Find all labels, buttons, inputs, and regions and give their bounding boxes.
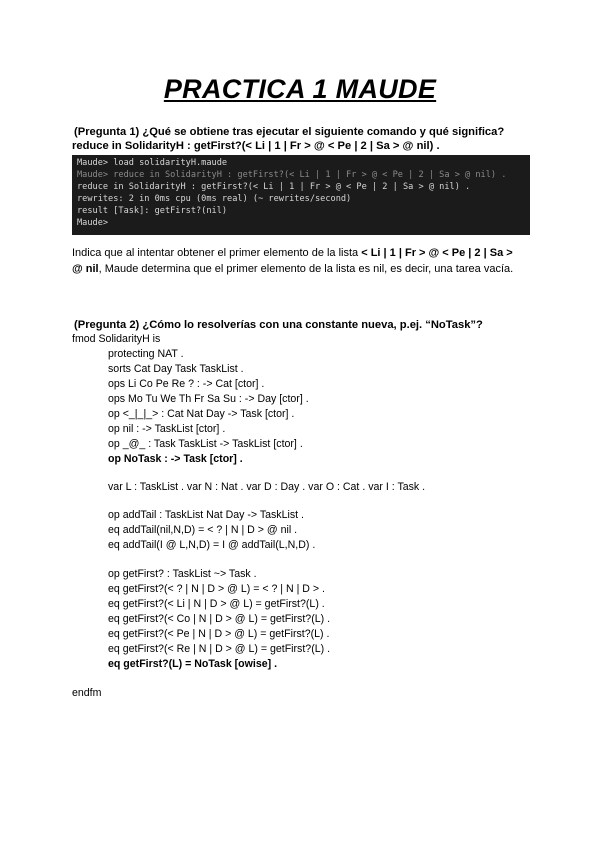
code-line: protecting NAT .: [108, 348, 184, 360]
code-vars: var L : TaskList . var N : Nat . var D : Day . var O : Cat . var I : Task .: [108, 481, 426, 493]
terminal-line: reduce in SolidarityH : getFirst?(< Li | 1 | Fr > @ < Pe | 2 | Sa > @ nil) .: [77, 182, 471, 192]
terminal-line: Maude>: [77, 218, 109, 228]
question-2-heading: (Pregunta 2) ¿Cómo lo resolverías con una constante nueva, p.ej. “NoTask”?: [74, 319, 483, 331]
code-line: op _@_ : Task TaskList -> TaskList [ctor] .: [108, 438, 303, 450]
code-line-notask-op: op NoTask : -> Task [ctor] .: [108, 453, 243, 465]
terminal-line: Maude> reduce in SolidarityH : getFirst?(< Li | 1 | Fr > @ < Pe | 2 | Sa > @ nil) .: [77, 170, 507, 180]
code-line: sorts Cat Day Task TaskList .: [108, 363, 244, 375]
question-1-command: reduce in SolidarityH : getFirst?(< Li | 1 | Fr > @ < Pe | 2 | Sa > @ nil) .: [72, 140, 440, 152]
code-line: ops Mo Tu We Th Fr Sa Su : -> Day [ctor] .: [108, 393, 309, 405]
code-footer: endfm: [72, 687, 102, 699]
code-line: eq getFirst?(< Pe | N | D > @ L) = getFirst?(L) .: [108, 628, 330, 640]
code-line-owise: eq getFirst?(L) = NoTask [owise] .: [108, 658, 278, 670]
code-header: fmod SolidarityH is: [72, 333, 161, 345]
code-line: op <_|_|_> : Cat Nat Day -> Task [ctor] .: [108, 408, 295, 420]
code-line: eq getFirst?(< Re | N | D > @ L) = getFirst?(L) .: [108, 643, 331, 655]
answer-list-bold: < Li | 1 | Fr > @ < Pe | 2 | Sa >: [361, 247, 513, 259]
code-line: eq addTail(I @ L,N,D) = I @ addTail(L,N,D) .: [108, 539, 316, 551]
answer-text: , Maude determina que el primer elemento de la lista es nil, es decir, una tarea vacía.: [98, 263, 514, 275]
terminal-line: result [Task]: getFirst?(nil): [77, 206, 228, 216]
answer-nil-bold: @ nil: [72, 263, 99, 275]
code-line: eq getFirst?(< ? | N | D > @ L) = < ? | N | D > .: [108, 583, 325, 595]
code-line: eq getFirst?(< Li | N | D > @ L) = getFirst?(L) .: [108, 598, 325, 610]
answer-1-paragraph: [72, 245, 537, 277]
code-line: op addTail : TaskList Nat Day -> TaskList .: [108, 509, 304, 521]
terminal-line: rewrites: 2 in 0ms cpu (0ms real) (~ rewrites/second): [77, 194, 352, 204]
code-line: op nil : -> TaskList [ctor] .: [108, 423, 226, 435]
code-line: ops Li Co Pe Re ? : -> Cat [ctor] .: [108, 378, 265, 390]
document-title: PRACTICA 1 MAUDE: [163, 74, 437, 104]
code-line: eq getFirst?(< Co | N | D > @ L) = getFirst?(L) .: [108, 613, 331, 625]
answer-text: Indica que al intentar obtener el primer elemento de la lista: [72, 247, 362, 259]
maude-terminal-screenshot: [72, 155, 530, 235]
code-line: eq addTail(nil,N,D) = < ? | N | D > @ nil .: [108, 524, 298, 536]
question-1-heading: (Pregunta 1) ¿Qué se obtiene tras ejecutar el siguiente comando y qué significa?: [74, 126, 505, 138]
code-line: op getFirst? : TaskList ~> Task .: [108, 568, 257, 580]
terminal-line: Maude> load solidarityH.maude: [77, 158, 228, 168]
